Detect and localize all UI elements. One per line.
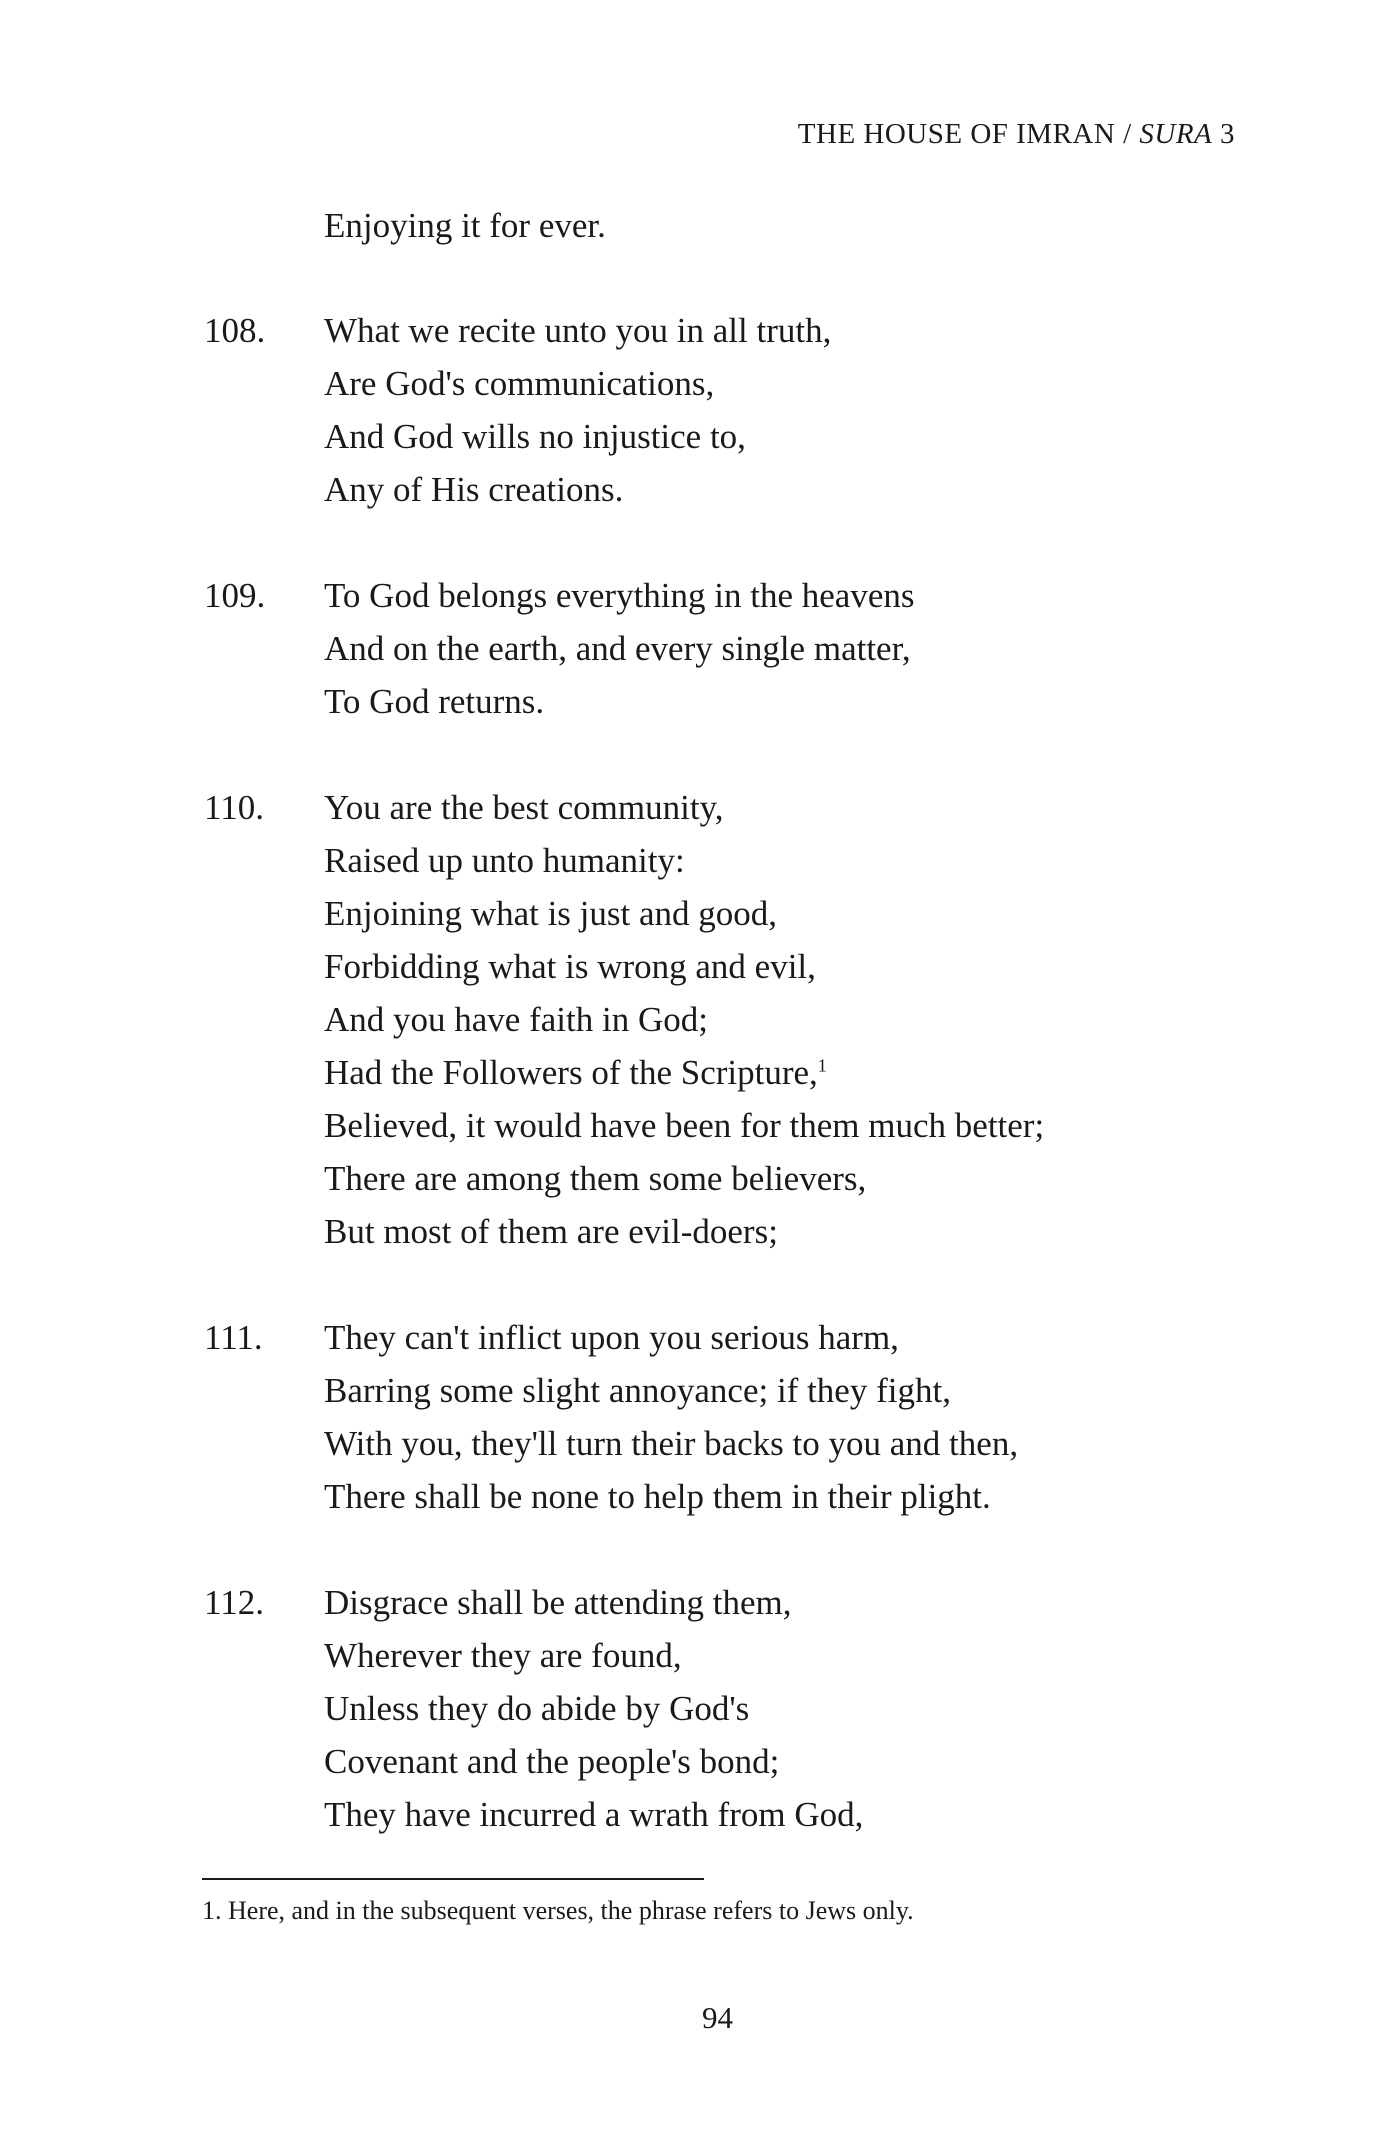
verse-line: Covenant and the people's bond; <box>324 1742 780 1781</box>
verse-line: And God wills no injustice to, <box>324 417 746 456</box>
verse-line: Are God's communications, <box>324 364 715 403</box>
verse-line: And on the earth, and every single matter, <box>324 629 911 668</box>
verse-line: They have incurred a wrath from God, <box>324 1795 864 1834</box>
verse-line: Forbidding what is wrong and evil, <box>324 947 816 986</box>
verse-line: Any of His creations. <box>324 470 624 509</box>
verse-number-108: 108. <box>204 311 266 350</box>
footnote-marker: 1 <box>817 1055 827 1076</box>
verse-line: What we recite unto you in all truth, <box>324 311 832 350</box>
footnote: 1. Here, and in the subsequent verses, the phrase refers to Jews only. <box>202 1896 914 1925</box>
verse-line-text: Had the Followers of the Scripture, <box>324 1053 818 1092</box>
verse-line: Wherever they are found, <box>324 1636 682 1675</box>
verse-number-110: 110. <box>204 788 264 827</box>
verse-line: Unless they do abide by God's <box>324 1689 750 1728</box>
page-number: 94 <box>702 2000 733 2035</box>
verse-number-111: 111. <box>204 1318 263 1357</box>
verse-line-with-footnote <box>324 1055 827 1090</box>
verse-line: To God returns. <box>324 682 545 721</box>
continuation-line: Enjoying it for ever. <box>324 206 606 245</box>
verse-line: Raised up unto humanity: <box>324 841 685 880</box>
verse-line: There are among them some believers, <box>324 1159 867 1198</box>
running-head-sura-number: 3 <box>1220 118 1235 150</box>
verse-line: But most of them are evil-doers; <box>324 1212 778 1251</box>
verse-line: To God belongs everything in the heavens <box>324 576 915 615</box>
running-head-sura-word: SURA <box>1139 118 1213 150</box>
verse-number-109: 109. <box>204 576 266 615</box>
verse-number-112: 112. <box>204 1583 264 1622</box>
verse-line: You are the best community, <box>324 788 724 827</box>
verse-line: Enjoining what is just and good, <box>324 894 778 933</box>
verse-line: There shall be none to help them in their plight. <box>324 1477 991 1516</box>
running-head-title: THE HOUSE OF IMRAN / <box>797 118 1132 150</box>
verse-line: They can't inflict upon you serious harm, <box>324 1318 899 1357</box>
verse-line: And you have faith in God; <box>324 1000 708 1039</box>
running-head <box>798 118 1235 151</box>
verse-line: Barring some slight annoyance; if they fight, <box>324 1371 951 1410</box>
footnote-divider <box>202 1878 704 1880</box>
verse-line: Believed, it would have been for them much better; <box>324 1106 1045 1145</box>
verse-line: Disgrace shall be attending them, <box>324 1583 792 1622</box>
verse-line: With you, they'll turn their backs to you and then, <box>324 1424 1019 1463</box>
